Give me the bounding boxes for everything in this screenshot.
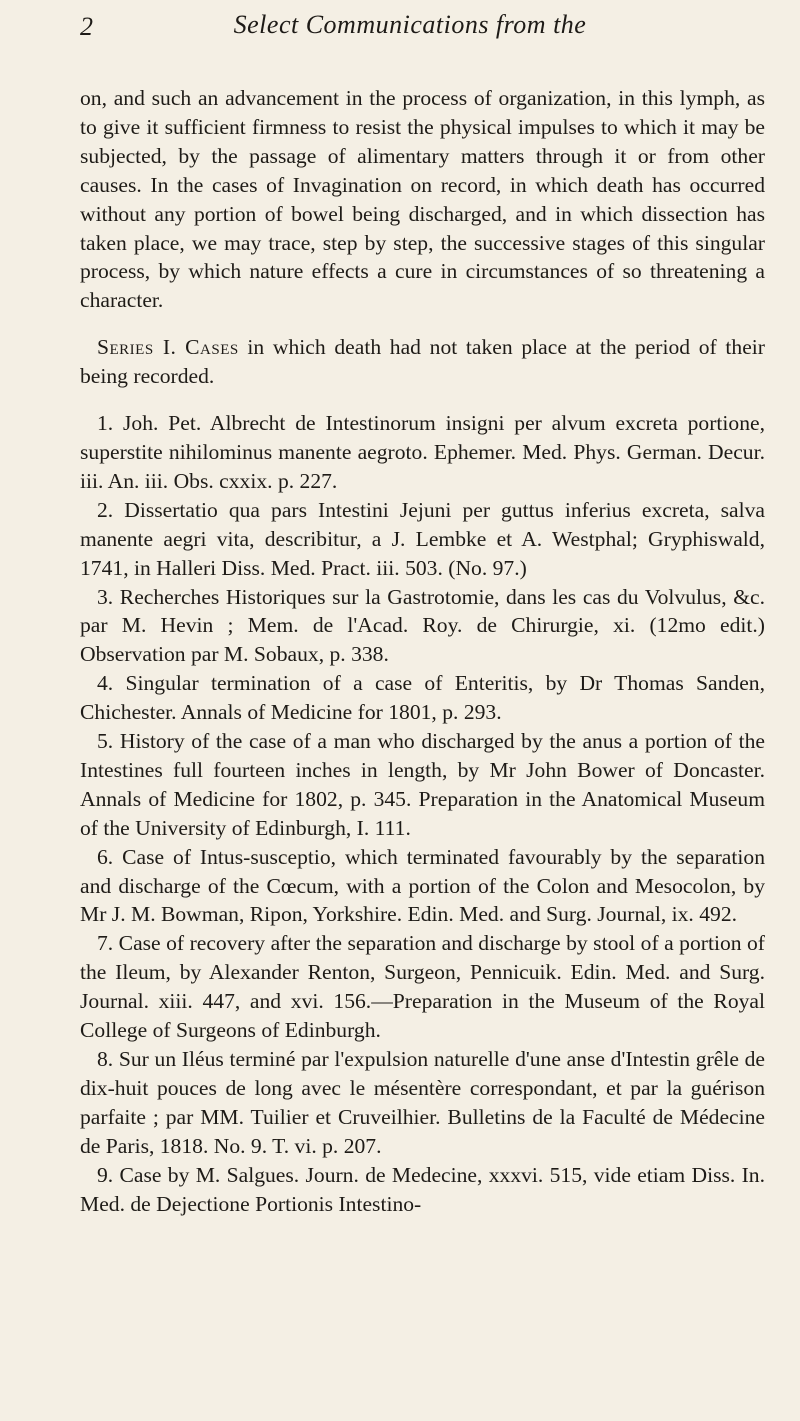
series-cases-label: Cases [185,335,239,360]
list-item: 1. Joh. Pet. Albrecht de Intestinorum insigni per alvum excreta portione, superstite nihilominus manente aegroto. Ephemer. Med. Phys. German. Decur. iii. An. iii. Obs. cxxix. p. 227. [80,411,765,493]
list-item: 8. Sur un Iléus terminé par l'expulsion naturelle d'une anse d'Intestin grêle de dix-huit pouces de long avec le mésentère correspondant, et par la guérison parfaite ; par MM. Tuilier et Cruveilhier. Bulletins de la Faculté de Médecine de Paris, 1818. No. 9. T. vi. p. 207. [80,1047,765,1158]
series-label: Series I. [97,335,177,360]
intro-paragraph: on, and such an advancement in the process of organization, in this lymph, as to give it sufficient firmness to resist the physical impulses to which it may be subjected, by the passage of alimentary matters through it or from other causes. In the cases of Invagination on record, in which death has occurred without any portion of bowel being discharged, and in which dissection has taken place, we may trace, step by step, the successive stages of this singular process, by which nature effects a cure in circumstances of so threatening a character. [80,86,765,313]
running-title: Select Communications from the [233,10,587,39]
list-item: 3. Recherches Historiques sur la Gastrotomie, dans les cas du Volvulus, &c. par M. Hevin ; Mem. de l'Acad. Roy. de Chirurgie, xi. (12mo edit.) Observation par M. Sobaux, p. 338. [80,584,765,667]
list-item: 9. Case by M. Salgues. Journ. de Medecine, xxxvi. 515, vide etiam Diss. In. Med. de Dejectione Portionis Intestino- [80,1162,765,1216]
series-heading [80,333,765,391]
page-header [80,10,740,50]
list-item: 5. History of the case of a man who discharged by the anus a portion of the Intestines full fourteen inches in length, by Mr John Bower of Doncaster. Annals of Medicine for 1802, p. 345. Preparation in the Anatomical Museum of the University of Edinburgh, I. 111. [80,729,765,840]
list-item: 4. Singular termination of a case of Enteritis, by Dr Thomas Sanden, Chichester. Annals of Medicine for 1801, p. 293. [80,671,765,725]
page-number: 2 [80,12,93,41]
page-body [80,84,765,1218]
list-item: 7. Case of recovery after the separation and discharge by stool of a portion of the Ileum, by Alexander Renton, Surgeon, Pennicuik. Edin. Med. and Surg. Journal. xiii. 447, and xvi. 156.—Preparation in the Museum of the Royal College of Surgeons of Edinburgh. [80,931,765,1043]
list-item: 2. Dissertatio qua pars Intestini Jejuni per guttus inferius excreta, salva manente aegri vita, describitur, a J. Lembke et A. Westphal; Gryphiswald, 1741, in Halleri Diss. Med. Pract. iii. 503. (No. 97.) [80,497,765,580]
list-item: 6. Case of Intus-susceptio, which terminated favourably by the separation and discharge of the Cœcum, with a portion of the Colon and Mesocolon, by Mr J. M. Bowman, Ripon, Yorkshire. Edin. Med. and Surg. Journal, ix. 492. [80,844,765,927]
series-text: in which death had not taken place at the period of their being recorded. [80,335,765,389]
